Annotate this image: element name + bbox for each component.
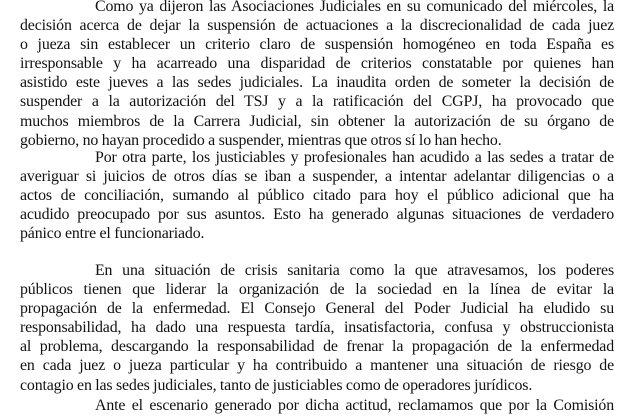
text-line: propagación de la enfermedad. El Consejo General del Poder Judicial ha eludido su: [20, 300, 614, 318]
text-line: gobierno, no hayan procedido a suspender, mientras que otros sí lo han hecho.: [20, 131, 502, 149]
text-line: al problema, descargando la responsabilidad de frenar la propagación de la enfermedad: [20, 338, 614, 356]
text-line: suspender a la autorización del TSJ y a la ratificación del CGPJ, ha provocado que: [20, 93, 614, 111]
text-line: actos de conciliación, sumando al público citado para hoy el público adicional que ha: [20, 187, 614, 205]
text-line: muchos miembros de la Carrera Judicial, sin obtener la autorización de su órgano de: [20, 112, 614, 130]
text-line: Como ya dijeron las Asociaciones Judiciales en su comunicado del miércoles, la: [95, 0, 614, 15]
paragraph-crisis-sanitaria: [20, 261, 614, 395]
text-line: decisión acerca de dejar la suspensión de actuaciones a la discrecionalidad de cada juez: [20, 17, 614, 35]
text-line: asistido este jueves a las sedes judiciales. La inaudita orden de someter la decisión de: [20, 74, 614, 92]
text-line: averiguar si juicios de otros días se iban a suspender, a intentar adelantar diligencias o a: [20, 168, 614, 186]
paragraph-asociaciones-judiciales: [20, 0, 614, 150]
text-line: en cada juez o jueza particular y ha contribuido a mantener una situación de riesgo de: [20, 357, 614, 375]
text-line: En una situación de crisis sanitaria como la que atravesamos, los poderes: [95, 262, 614, 279]
paragraph-escenario: [20, 396, 614, 415]
text-line: públicos tienen que liderar la organización de la sociedad en la línea de evitar la: [20, 281, 614, 299]
text-line: contagio en las sedes judiciales, tanto de justiciables como de operadores jurídicos.: [20, 376, 533, 394]
text-line: responsabilidad, ha dado una respuesta tardía, insatisfactoria, confusa y obstruccionista: [20, 319, 614, 337]
text-line: Ante el escenario generado por dicha actitud, reclamamos que por la Comisión: [95, 397, 614, 414]
text-line: acudido preocupado por sus asuntos. Esto ha generado algunas situaciones de verdadero: [20, 206, 614, 224]
text-line: Por otra parte, los justiciables y profesionales han acudido a las sedes a tratar de: [95, 149, 614, 166]
paragraph-justiciables: [20, 148, 614, 243]
text-line: o jueza sin establecer un criterio claro de suspensión homogéneo en toda España es: [20, 36, 614, 54]
text-line: irresponsable y ha acarreado una disparidad de criterios constatable por quienes han: [20, 55, 614, 73]
text-line: pánico entre el funcionariado.: [20, 225, 205, 243]
